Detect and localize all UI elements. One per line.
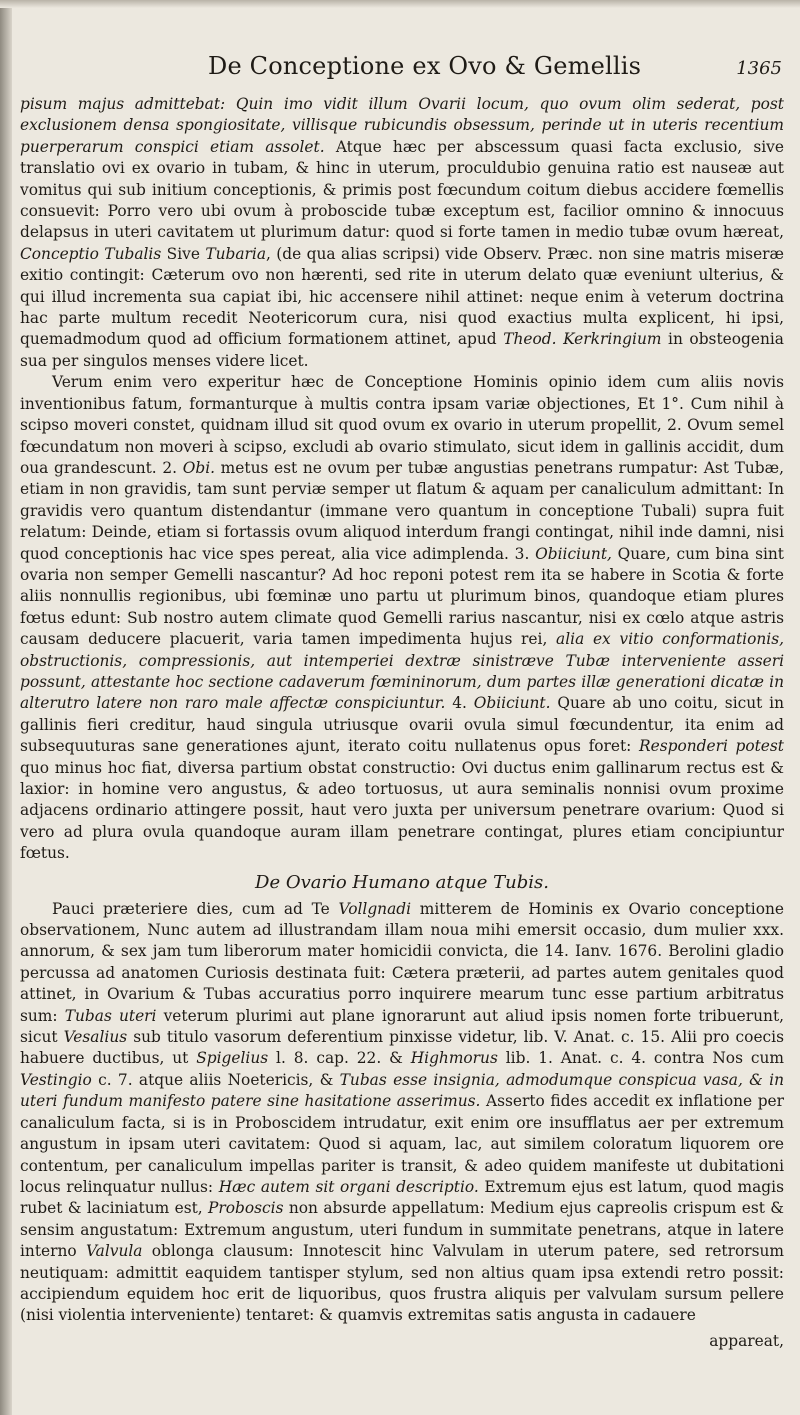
text-span: , (de qua alias scripsi) vide Observ. Præc. non sine matris miseræ exitio contingit: Cæterum ovo non hærenti, sed rite in uterum delato quæ eveniunt ulterius, & qui illud incrementa sua capiat ibi, hic accensere nihil attinet: neque enim à veterum doctrina hac parte multum recedit Neotericorum cura, nisi quod exactius multa explicent, hi ipsi, quemadmodum quod ad officium formationem attinet, apud: [20, 244, 784, 349]
page-number: 1365: [736, 58, 782, 79]
text-span: quo minus hoc fiat, diversa partium obstat constructio: Ovi ductus enim gallinarum rectus est & laxior: in homine vero angustus, & adeo tortuosus, ut aura seminalis nonnisi ovum proxime adjacens ordinario attingere possit, haut vero juxta per universum penetrare ovarium: Quod si vero ad plura ovula quandoque auram illam penetrare contingat, plures etiam concipiuntur fœtus.: [20, 758, 784, 863]
text-span: c. 7. atque aliis Noetericis, &: [91, 1070, 340, 1089]
text-span: Quare, cum bina sint ovaria non semper Gemelli nascantur? Ad hoc reponi potest rem ita se habere in Scotia & forte aliis nonnullis regionibus, ubi fœminæ uno partu ut plurimum binos, quandoque etiam plures fœtus edunt: Sub nostro autem climate quod Gemelli rarius nascantur, nisi ex cœlo atque astris causam deducere placuerit, varia tamen impedimenta hujus rei,: [20, 544, 784, 649]
text-span: Extremum ejus est latum, quod magis rubet & laciniatum est,: [20, 1177, 784, 1218]
text-span: mitterem de Hominis ex Ovario conceptione observationem, Nunc autem ad illustrandam illam noua mihi emersit occasio, dum mulier xxx. annorum, & sex jam tum liberorum mater homicidii convicta, die 14. Ianv. 1676. Berolini gladio percussa ad anatomen Curiosis destinata fuit: Cætera præterii, ad partes autem genitales quod attinet, in Ovarium & Tubas accuratius porro inquirere mearum tunc esse partium arbitratus sum:: [20, 899, 784, 1025]
italic-span: alia ex vitio conformationis, obstructionis, compressionis, aut intemperiei dextræ sinistræve Tubæ interveniente asseri possunt, attestante hoc sectione cadaverum fœmininorum, dum partes illæ generationi dicatæ in alterutro latere non raro male affectæ conspiciuntur.: [20, 630, 784, 713]
text-span: oblonga clausum: Innotescit hinc Valvulam in uterum patere, sed retrorsum neutiquam: admittit eaquidem tantisper stylum, sed non altius quam ipsa extendi retro possit: accipiendum equidem hoc erit de liquoribus, quos frustra aliquis per valvulam sursum pellere (nisi violentia interveniente) tentaret: & quamvis extremitas satis angusta in cadauere: [20, 1242, 784, 1325]
italic-span: Obiiciunt.: [473, 694, 551, 713]
book-page: [20, 52, 784, 1402]
paragraph-2: [20, 372, 784, 864]
text-span: sub titulo vasorum deferentium pinxisse videtur, lib. V. Anat. c. 15. Alii pro coecis habuere ductibus, ut: [20, 1028, 784, 1068]
italic-span: pisum majus admittebat: Quin imo vidit illum Ovarii locum, quo ovum olim sederat, post exclusionem densa spongiositate, villisque rubicundis obsessum, perinde ut in uteris recentium puerperarum conspici etiam assolet.: [20, 95, 784, 156]
text-span: Quare ab uno coitu, sicut in gallinis fieri creditur, haud singula utriusque ovarii ovula simul fœcundentur, ita enim ad subsequuturas sane generationes ajunt, iterato coitu nullatenus opus foret:: [20, 694, 784, 756]
italic-span: Tubas uteri: [64, 1006, 157, 1025]
italic-span: Obi.: [182, 458, 216, 477]
italic-span: Responderi potest: [639, 737, 784, 756]
section-title: De Ovario Humano atque Tubis.: [255, 871, 549, 893]
paragraph-1: [20, 94, 784, 372]
italic-span: Vollgnadi: [338, 899, 412, 918]
italic-span: Tubaria: [205, 244, 266, 263]
italic-span: Spigelius: [196, 1049, 269, 1068]
text-span: veterum plurimi aut plane ignorarunt aut aliud ipsis nomen forte tribuerunt, sicut: [20, 1006, 784, 1047]
text-span: lib. 1. Anat. c. 4. contra Nos cum: [497, 1049, 784, 1068]
text-span: l. 8. cap. 22. &: [268, 1049, 411, 1068]
text-span: Asserto fides accedit ex inflatione per canaliculum facta, si is in Proboscidem intrudatur, exit enim ore insufflatus aer per extremum angustum in ipsam uteri cavitatem: Quod si aquam, lac, aut similem coloratum liquorem ore contentum, per canaliculum impellas pariter is transit, & adeo quidem manifeste ut dubitationi locus relinquatur nullus:: [20, 1092, 784, 1196]
text-span: in obsteogenia sua per singulos menses videre licet.: [20, 330, 784, 370]
scan-edge-top: [0, 0, 800, 8]
body-text: [20, 94, 784, 1352]
italic-span: Vesalius: [63, 1028, 128, 1047]
text-span: Pauci præteriere dies, cum ad Te: [52, 899, 339, 918]
text-span: Sive: [161, 244, 206, 263]
italic-span: Valvula: [85, 1242, 143, 1261]
catchword: appareat,: [709, 1331, 784, 1350]
italic-span: Obiiciunt,: [535, 544, 612, 563]
running-title: De Conceptione ex Ovo & Gemellis: [208, 52, 642, 80]
page-header: [20, 52, 784, 94]
text-span: Verum enim vero experitur hæc de Conceptione Hominis opinio idem cum aliis novis inventionibus fatum, formanturque à multis contra ipsam variæ objectiones, Et 1°. Cum nihil à scipso moveri constet, quidnam illud sit quod ovum ex ovario in uterum propellit, 2. Ovum semel fœcundatum non moveri à scipso, excludi ab ovario stimulato, sicut idem in gallinis accidit, dum oua grandescunt. 2.: [20, 373, 784, 477]
italic-span: Vestingio: [20, 1070, 92, 1089]
scan-edge: [0, 0, 12, 1415]
italic-span: Hæc autem sit organi descriptio.: [218, 1177, 479, 1196]
italic-span: Theod. Kerkringium: [503, 330, 662, 349]
italic-span: Tubas esse insignia, admodumque conspicua vasa, & in uteri fundum manifesto patere sine hasitatione asserimus.: [20, 1070, 784, 1111]
italic-span: Highmorus: [410, 1049, 498, 1068]
text-span: metus est ne ovum per tubæ angustias penetrans rumpatur: Ast Tubæ, etiam in non gravidis, tam sunt perviæ semper ut flatum & aquam per canaliculum admittant: In gravidis vero quantum distendantur (immane vero quantum in conceptione Tubali) supra fuit relatum: Deinde, etiam si fortassis ovum aliquod interdum frangi contingat, nihil inde damni, nisi quod conceptionis hac vice spes pereat, alia vice adimplenda. 3.: [20, 458, 784, 563]
text-span: 4.: [445, 694, 474, 713]
italic-span: Conceptio Tubalis: [20, 244, 162, 263]
paragraph-3: [20, 899, 784, 1327]
text-span: non absurde appellatum: Medium ejus capreolis crispum est & sensim angustatum: Extremum angustum, uteri fundum in summitate penetrans, atque in latere interno: [20, 1199, 784, 1261]
italic-span: Proboscis: [208, 1199, 284, 1218]
text-span: Atque hæc per abscessum quasi facta exclusio, sive translatio ovi ex ovario in tubam, & hinc in uterum, proculdubio genuina ratio est nauseæ aut vomitus qui sub initium conceptionis, & primis post fœcundum coitum diebus accidere fœmellis consuevit: Porro vero ubi ovum à proboscide tubæ exceptum est, facilior omnino & innocuus delapsus in uteri cavitatem ut plurimum datur: quod si forte tamen in medio tubæ ovum hæreat,: [20, 137, 784, 242]
